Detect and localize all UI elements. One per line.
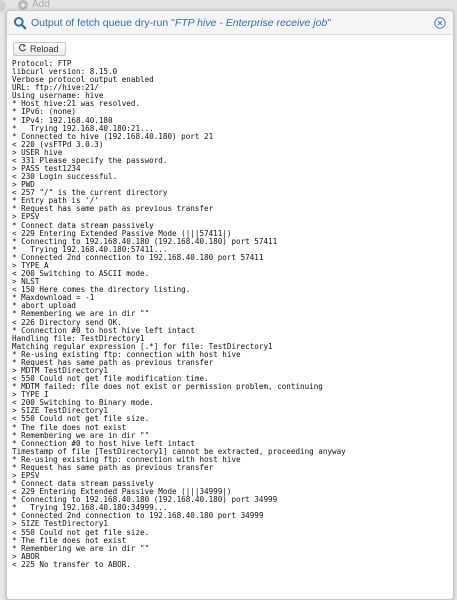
dialog-title-job: FTP hive - Enterprise receive job (174, 16, 328, 29)
log-line: * Trying 192.168.40.180:57411... (12, 244, 168, 254)
dry-run-output-dialog (6, 10, 454, 600)
log-line: > SIZE TestDirectory1 (12, 519, 109, 529)
log-line: > PASS test1234 (12, 164, 81, 174)
protocol-output-log (12, 60, 448, 569)
dialog-title-prefix: Output of fetch queue dry-run " (31, 16, 175, 29)
log-line: < 331 Please specify the password. (12, 155, 168, 165)
log-line: * Request has same path as previous transfer (12, 204, 214, 214)
log-line: > NLST (12, 277, 40, 287)
log-line: * Remembering we are in dir "" (12, 309, 150, 319)
log-line: * Trying 192.168.40.180:21... (12, 123, 154, 133)
log-line: * The file does not exist (12, 535, 127, 545)
log-line: > SIZE TestDirectory1 (12, 406, 109, 416)
log-line: > ABOR (12, 551, 40, 561)
log-line: < 150 Here comes the directory listing. (12, 285, 191, 295)
log-line: * abort upload (12, 301, 77, 311)
log-line: < 200 Switching to ASCII mode. (12, 269, 150, 279)
log-line: * Re-using existing ftp: connection with host hive (12, 454, 241, 464)
log-line: < 230 Login successful. (12, 172, 118, 182)
log-line: < 200 Switching to Binary mode. (12, 398, 154, 408)
log-line: > USER hive (12, 147, 63, 157)
log-line: > EPSV (12, 212, 40, 222)
log-line: < 229 Entering Extended Passive Mode (|||57411|) (12, 228, 232, 238)
background-circle (0, 0, 6, 12)
reload-icon (18, 43, 27, 54)
log-line: * Entry path is '/' (12, 196, 99, 206)
dialog-title-suffix: " (327, 16, 332, 29)
log-line: < 226 Directory send OK. (12, 317, 122, 327)
log-line: < 220 (vsFTPd 3.0.3) (12, 139, 104, 149)
log-line: < 550 Could not get file size. (12, 414, 150, 424)
log-line: libcurl version: 8.15.0 (12, 67, 118, 77)
log-line: > EPSV (12, 470, 40, 480)
dialog-title (31, 17, 331, 29)
background-add-button (18, 0, 50, 10)
log-line: Using username: hive (12, 91, 104, 101)
log-line: * MDTM failed: file does not exist or permission problem, continuing (12, 382, 323, 392)
log-line: * IPv6: (none) (12, 107, 77, 117)
log-line: < 550 Could not get file size. (12, 527, 150, 537)
log-line: * IPv4: 192.168.40.180 (12, 115, 113, 125)
log-line: < 257 "/" is the current directory (12, 188, 168, 198)
log-line: * Request has same path as previous transfer (12, 462, 214, 472)
reload-button[interactable] (13, 42, 66, 56)
log-line: Matching regular expression [.*] for file: TestDirectory1 (12, 341, 273, 351)
log-line: * The file does not exist (12, 422, 127, 432)
plus-icon: + (18, 0, 28, 10)
close-icon[interactable] (434, 16, 446, 28)
search-icon (13, 16, 27, 30)
log-line: * Connect data stream passively (12, 220, 154, 230)
log-line: * Connected 2nd connection to 192.168.40.180 port 57411 (12, 252, 264, 262)
reload-label: Reload (30, 43, 59, 54)
dialog-header (7, 11, 453, 35)
log-line: > TYPE I (12, 390, 49, 400)
log-line: < 225 No transfer to ABOR. (12, 559, 131, 569)
log-line: URL: ftp://hive:21/ (12, 83, 99, 93)
log-line: * Trying 192.168.40.180:34999... (12, 503, 168, 513)
log-line: > PWD (12, 180, 35, 190)
log-line: > MDTM TestDirectory1 (12, 365, 109, 375)
background-add-label: Add (32, 0, 50, 10)
log-line: * Connect data stream passively (12, 479, 154, 489)
dialog-toolbar (13, 39, 66, 57)
log-line: * Connecting to 192.168.40.180 (192.168.40.180) port 57411 (12, 236, 278, 246)
log-line: Verbose protocol output enabled (12, 75, 154, 85)
log-line: > TYPE A (12, 260, 49, 270)
log-line: Handling file: TestDirectory1 (12, 333, 145, 343)
log-line: * Re-using existing ftp: connection with host hive (12, 349, 241, 359)
log-line: < 229 Entering Extended Passive Mode (|||34999|) (12, 487, 232, 497)
log-line: * Connection #0 to host hive left intact (12, 438, 195, 448)
log-line: * Request has same path as previous transfer (12, 357, 214, 367)
log-line: * Connecting to 192.168.40.180 (192.168.40.180) port 34999 (12, 495, 278, 505)
log-line: * Remembering we are in dir "" (12, 543, 150, 553)
log-line: * Connected 2nd connection to 192.168.40.180 port 34999 (12, 511, 264, 521)
log-line: * Connected to hive (192.168.40.180) port 21 (12, 131, 214, 141)
log-line: * Host hive:21 was resolved. (12, 99, 141, 109)
log-line: * Connection #0 to host hive left intact (12, 325, 195, 335)
log-line: < 550 Could not get file modification time. (12, 374, 209, 384)
log-line: Protocol: FTP (12, 59, 72, 68)
log-line: * Maxdownload = -1 (12, 293, 95, 303)
log-line: Timestamp of file [TestDirectory1] cannot be extracted, proceeding anyway (12, 446, 346, 456)
log-line: * Remembering we are in dir "" (12, 430, 150, 440)
